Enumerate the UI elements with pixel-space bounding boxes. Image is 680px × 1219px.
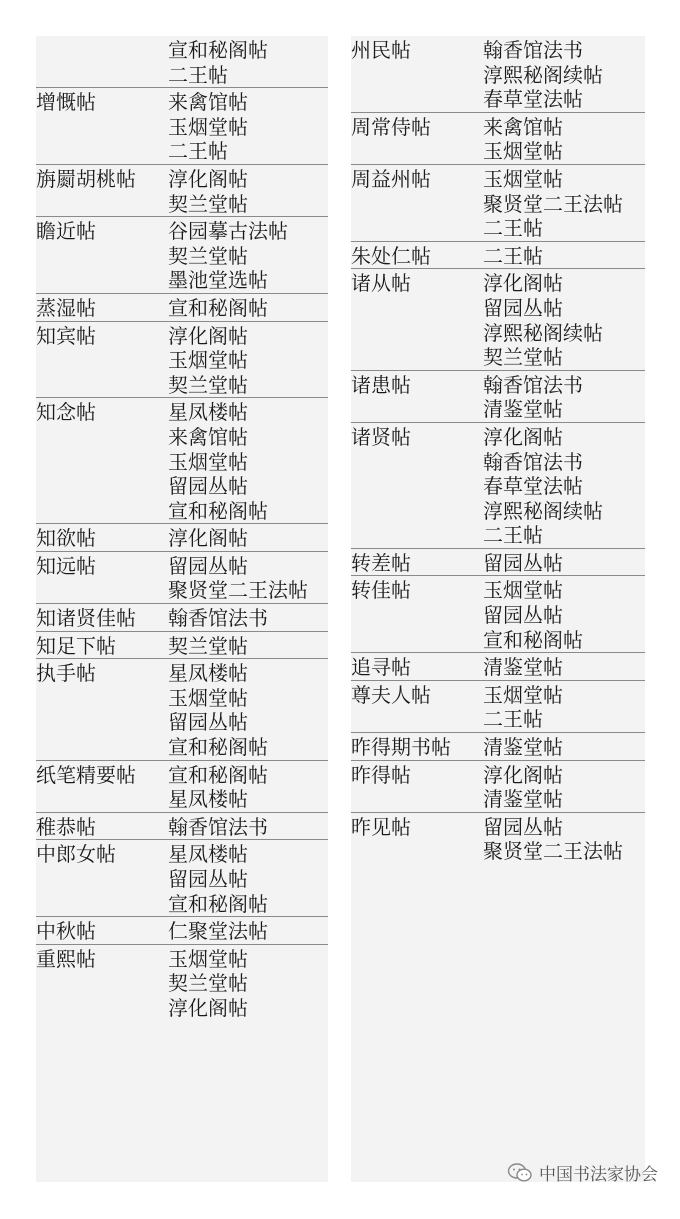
source-list	[483, 763, 645, 812]
source-item: 玉烟堂帖	[168, 348, 248, 373]
source-list	[483, 373, 645, 422]
table-row	[36, 945, 328, 1021]
source-item: 玉烟堂帖	[483, 578, 563, 603]
source-item: 淳化阁帖	[483, 271, 563, 296]
source-item: 留园丛帖	[168, 474, 248, 499]
source-list	[483, 425, 645, 548]
right-column	[351, 36, 645, 1182]
source-item: 聚贤堂二王法帖	[483, 191, 623, 216]
tie-title: 瞻近帖	[36, 219, 96, 244]
source-item: 二王帖	[483, 523, 543, 548]
table-row	[36, 322, 328, 399]
tie-title: 昨得期书帖	[351, 735, 451, 760]
tie-title: 尊夫人帖	[351, 682, 431, 707]
left-column	[36, 36, 328, 1182]
wechat-icon	[507, 1162, 533, 1184]
source-item: 春草堂法帖	[483, 474, 583, 499]
source-list	[483, 735, 645, 760]
source-item: 春草堂法帖	[483, 87, 583, 112]
source-list	[483, 683, 645, 732]
source-item: 来禽馆帖	[168, 90, 248, 115]
source-item: 翰香馆法书	[483, 449, 583, 474]
source-item: 宣和秘阁帖	[168, 295, 268, 320]
source-item: 淳熙秘阁续帖	[483, 498, 603, 523]
source-item: 聚贤堂二王法帖	[168, 578, 308, 603]
tie-title: 重熙帖	[36, 946, 96, 971]
source-item: 留园丛帖	[168, 710, 248, 735]
tie-title: 诸从帖	[351, 271, 411, 296]
tie-title: 周益州帖	[351, 166, 431, 191]
source-item: 契兰堂帖	[168, 243, 248, 268]
source-item: 宣和秘阁帖	[483, 627, 583, 652]
source-list	[168, 919, 328, 944]
source-item: 宣和秘阁帖	[168, 762, 268, 787]
source-item: 淳熙秘阁续帖	[483, 62, 603, 87]
source-list	[483, 271, 645, 369]
source-item: 留园丛帖	[483, 603, 563, 628]
tie-title: 知诸贤佳帖	[36, 606, 136, 631]
table-row	[351, 653, 645, 681]
tie-title: 中秋帖	[36, 919, 96, 944]
tie-title: 蒸湿帖	[36, 295, 96, 320]
table-row	[351, 371, 645, 423]
tie-title: 转差帖	[351, 550, 411, 575]
source-list	[168, 554, 328, 603]
source-list	[168, 167, 328, 216]
table-row	[351, 36, 645, 113]
source-list	[483, 551, 645, 576]
tie-title: 昨见帖	[351, 814, 411, 839]
source-item: 宣和秘阁帖	[168, 735, 268, 760]
tie-title: 纸笔精要帖	[36, 762, 136, 787]
source-item: 契兰堂帖	[168, 191, 248, 216]
tie-title: 知念帖	[36, 400, 96, 425]
table-row	[351, 165, 645, 242]
source-list	[483, 815, 645, 864]
source-item: 留园丛帖	[483, 550, 563, 575]
tie-title: 朱处仁帖	[351, 243, 431, 268]
tie-title: 知足下帖	[36, 633, 116, 658]
table-row	[36, 217, 328, 294]
source-item: 二王帖	[483, 707, 543, 732]
source-item: 二王帖	[168, 62, 228, 87]
table-row	[351, 576, 645, 653]
tie-title: 执手帖	[36, 661, 96, 686]
source-list	[168, 606, 328, 631]
table-row	[351, 681, 645, 733]
table-row	[351, 113, 645, 165]
source-list	[168, 634, 328, 659]
source-list	[168, 400, 328, 523]
source-item: 翰香馆法书	[168, 814, 268, 839]
source-item: 墨池堂选帖	[168, 268, 268, 293]
table-row	[36, 398, 328, 524]
tie-title: 昨得帖	[351, 762, 411, 787]
source-item: 留园丛帖	[168, 553, 248, 578]
source-item: 淳化阁帖	[483, 762, 563, 787]
source-item: 星凤楼帖	[168, 400, 248, 425]
source-list	[483, 244, 645, 269]
table-row	[36, 604, 328, 632]
table-row	[36, 761, 328, 813]
source-item: 翰香馆法书	[483, 38, 583, 62]
source-item: 二王帖	[483, 216, 543, 241]
source-item: 二王帖	[483, 243, 543, 268]
source-item: 契兰堂帖	[168, 971, 248, 996]
source-item: 清鉴堂帖	[483, 735, 563, 760]
table-row	[36, 552, 328, 604]
table-row	[36, 840, 328, 917]
source-list	[168, 526, 328, 551]
table-row	[351, 813, 645, 864]
source-item: 清鉴堂帖	[483, 397, 563, 422]
tie-title: 知宾帖	[36, 323, 96, 348]
source-item: 玉烟堂帖	[168, 946, 248, 971]
source-item: 淳化阁帖	[483, 424, 563, 449]
source-item: 清鉴堂帖	[483, 655, 563, 680]
source-item: 仁聚堂法帖	[168, 919, 268, 944]
source-item: 翰香馆法书	[168, 606, 268, 631]
source-list	[168, 815, 328, 840]
source-item: 宣和秘阁帖	[168, 891, 268, 916]
table-row	[36, 294, 328, 322]
tie-title	[36, 38, 168, 87]
source-item: 淳化阁帖	[168, 166, 248, 191]
source-list	[168, 219, 328, 293]
source-item: 玉烟堂帖	[483, 166, 563, 191]
source-item: 来禽馆帖	[483, 114, 563, 139]
tie-title: 稚恭帖	[36, 814, 96, 839]
source-item: 淳熙秘阁续帖	[483, 320, 603, 345]
watermark-text: 中国书法家协会	[539, 1165, 658, 1185]
table-row	[351, 423, 645, 549]
source-list	[483, 167, 645, 241]
source-item: 玉烟堂帖	[483, 682, 563, 707]
table-row	[36, 165, 328, 217]
tie-title: 转佳帖	[351, 578, 411, 603]
tie-title: 中郎女帖	[36, 842, 116, 867]
source-item: 留园丛帖	[168, 867, 248, 891]
source-list	[168, 296, 328, 321]
table-row	[351, 761, 645, 813]
source-item: 淳化阁帖	[168, 526, 248, 551]
tie-title: 诸贤帖	[351, 424, 411, 449]
source-item: 聚贤堂二王法帖	[483, 839, 623, 864]
source-item: 玉烟堂帖	[168, 685, 248, 710]
source-list	[168, 842, 328, 916]
source-item: 契兰堂帖	[483, 345, 563, 370]
source-list	[483, 578, 645, 652]
source-item: 清鉴堂帖	[483, 787, 563, 812]
source-item: 契兰堂帖	[168, 633, 248, 658]
tie-title: 州民帖	[351, 38, 411, 62]
table-row	[36, 524, 328, 552]
table-row	[36, 813, 328, 841]
source-list	[168, 90, 328, 164]
source-item: 玉烟堂帖	[483, 139, 563, 164]
source-item: 淳化阁帖	[168, 323, 248, 348]
source-list	[483, 38, 645, 112]
table-row	[351, 733, 645, 761]
tie-title: 周常侍帖	[351, 114, 431, 139]
tie-title: 旃罽胡桃帖	[36, 166, 136, 191]
source-item: 玉烟堂帖	[168, 449, 248, 474]
watermark	[507, 1160, 658, 1185]
source-list	[483, 655, 645, 680]
tie-title: 知远帖	[36, 553, 96, 578]
source-item: 留园丛帖	[483, 814, 563, 839]
tie-title: 诸患帖	[351, 372, 411, 397]
source-item: 玉烟堂帖	[168, 114, 248, 139]
table-row	[36, 917, 328, 945]
source-list	[168, 763, 328, 812]
source-item: 宣和秘阁帖	[168, 498, 268, 523]
source-item: 星凤楼帖	[168, 842, 248, 867]
source-item: 宣和秘阁帖	[168, 38, 268, 62]
source-item: 二王帖	[168, 139, 228, 164]
tie-title: 追寻帖	[351, 655, 411, 680]
source-item: 翰香馆法书	[483, 372, 583, 397]
table-row	[351, 242, 645, 270]
source-list	[168, 38, 328, 87]
table-row	[351, 269, 645, 370]
source-item: 淳化阁帖	[168, 995, 248, 1020]
source-item: 星凤楼帖	[168, 787, 248, 812]
table-row	[36, 88, 328, 165]
table-row	[36, 659, 328, 760]
source-item: 谷园摹古法帖	[168, 219, 288, 244]
source-list	[483, 115, 645, 164]
source-item: 来禽馆帖	[168, 424, 248, 449]
source-item: 契兰堂帖	[168, 372, 248, 397]
tie-title: 增慨帖	[36, 90, 96, 115]
table-row	[36, 36, 328, 88]
source-item: 留园丛帖	[483, 295, 563, 320]
source-list	[168, 661, 328, 759]
table-row	[351, 549, 645, 577]
source-list	[168, 324, 328, 398]
table-row	[36, 632, 328, 660]
source-item: 星凤楼帖	[168, 661, 248, 686]
tie-title: 知欲帖	[36, 526, 96, 551]
source-list	[168, 947, 328, 1021]
